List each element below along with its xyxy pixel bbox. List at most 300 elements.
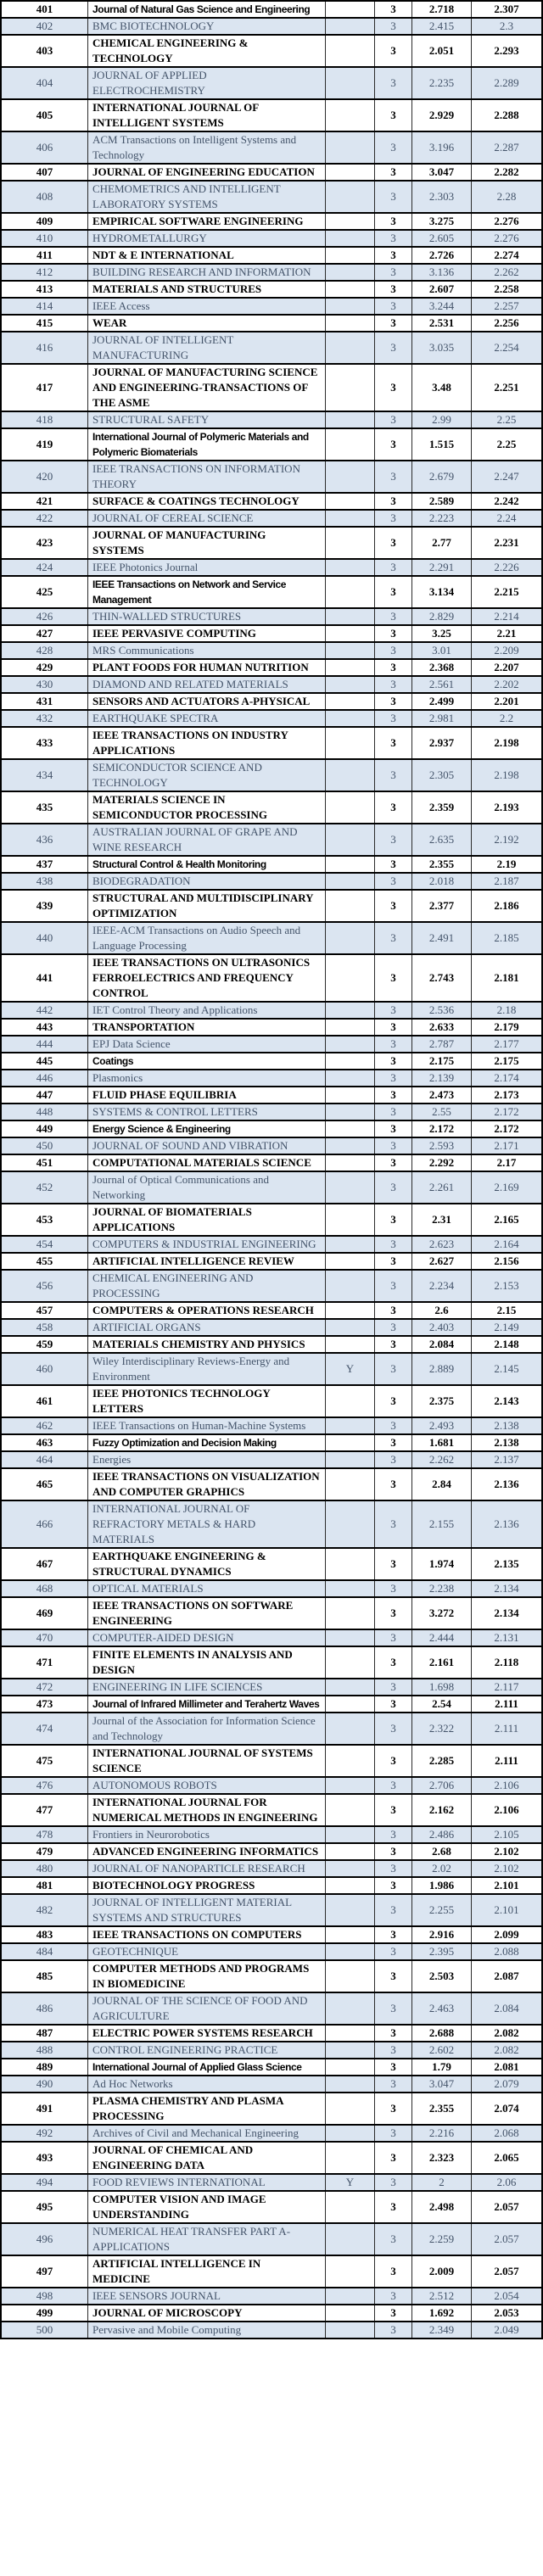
count-cell: 3 [375,1630,412,1646]
metric2-cell: 2.289 [494,76,519,89]
metric1-cell: 2.305 [412,760,472,791]
metric2-cell: 2.185 [494,931,519,944]
metric2-cell: 2.101 [494,1903,519,1916]
journal-name-cell: COMPUTERS & INDUSTRIAL ENGINEERING [88,1237,326,1252]
count-cell: 3 [375,1020,412,1035]
flag-cell [326,2305,375,2321]
count-cell: 3 [375,1861,412,1876]
count-cell: 3 [375,626,412,641]
count-cell: 3 [375,1053,412,1069]
metric2-cell: 2.156 [494,1254,519,1267]
metric2-cell: 2.053 [494,2306,519,2319]
metric1-cell: 2.531 [412,316,472,331]
metric1-cell: 2.216 [412,2126,472,2141]
table-row [2,1120,541,1138]
count-cell: 3 [375,214,412,229]
flag-cell [326,165,375,180]
rank-cell: 443 [2,1020,88,1035]
table-row [2,1252,541,1271]
journal-name-cell: International Journal of Applied Glass Science [88,2059,326,2075]
metric1-cell: 1.515 [412,429,472,460]
flag-cell [326,68,375,98]
metric2-cell: 2.138 [494,1436,519,1449]
metric2-cell: 2.054 [494,2289,519,2302]
metric2-cell: 2.138 [494,1419,519,1432]
table-row [2,1895,541,1925]
journal-name-cell: AUTONOMOUS ROBOTS [88,1778,326,1793]
flag-cell [326,1070,375,1086]
count-cell: 3 [375,694,412,709]
table-row [2,363,541,412]
flag-cell [326,1172,375,1203]
rank-cell: 429 [2,660,88,675]
count-cell: 3 [375,299,412,314]
metric2-cell: 2.186 [494,899,519,912]
count-cell: 3 [375,1679,412,1695]
flag-cell [326,299,375,314]
flag-cell [326,36,375,66]
metric2-cell: 2.17 [496,1156,517,1169]
metric2-cell: 2.049 [494,2323,519,2336]
table-row [2,1070,541,1086]
metric1-cell: 3.272 [412,1598,472,1629]
journal-name-cell: EPJ Data Science [88,1037,326,1052]
journal-name-cell: Ad Hoc Networks [88,2076,326,2092]
metric2-cell: 2.174 [494,1071,519,1084]
metric2-cell: 2.057 [494,2200,519,2213]
flag-cell [326,1003,375,1018]
rank-cell: 449 [2,1121,88,1137]
metric2-cell: 2.173 [494,1088,519,1101]
table-row [2,1433,541,1452]
journal-name-cell: ARTIFICIAL INTELLIGENCE IN MEDICINE [88,2256,326,2287]
rank-cell: 487 [2,2026,88,2041]
count-cell: 3 [375,1172,412,1203]
rank-cell: 401 [2,2,88,17]
metric1-cell: 2.486 [412,1827,472,1842]
metric1-cell: 2.175 [412,1053,472,1069]
count-cell: 3 [375,248,412,263]
rank-cell: 434 [2,760,88,791]
table-row [2,1467,541,1501]
table-row [2,889,541,923]
metric2-cell: 2.135 [494,1557,519,1570]
count-cell: 3 [375,1647,412,1678]
count-cell: 3 [375,2042,412,2058]
rank-cell: 475 [2,1746,88,1776]
journal-name-cell: BIOTECHNOLOGY PROGRESS [88,1878,326,1893]
metric2-cell: 2.136 [494,1478,519,1490]
flag-cell [326,643,375,658]
journal-name-cell: TRANSPORTATION [88,1020,326,1035]
metric2-cell: 2.214 [494,610,519,623]
table-row [2,1354,541,1384]
count-cell: 3 [375,528,412,558]
rank-cell: 424 [2,560,88,575]
metric2-cell: 2.293 [494,44,519,57]
journal-name-cell: Pervasive and Mobile Computing [88,2322,326,2338]
flag-cell [326,1713,375,1744]
metric1-cell: 2.463 [412,1993,472,2024]
count-cell: 3 [375,1469,412,1500]
metric1-cell: 3.047 [412,2076,472,2092]
journal-name-cell: MATERIALS CHEMISTRY AND PHYSICS [88,1337,326,1352]
table-row [2,0,541,19]
journal-name-cell: MATERIALS AND STRUCTURES [88,282,326,297]
count-cell: 3 [375,1778,412,1793]
rank-cell: 490 [2,2076,88,2092]
table-row [2,1778,541,1793]
flag-cell [326,1827,375,1842]
metric1-cell: 2.172 [412,1121,472,1137]
metric2-cell: 2.198 [494,768,519,781]
metric1-cell: 2.355 [412,857,472,872]
count-cell: 3 [375,824,412,855]
journal-name-cell: JOURNAL OF APPLIED ELECTROCHEMISTRY [88,68,326,98]
count-cell: 3 [375,36,412,66]
metric1-cell: 2.018 [412,874,472,889]
rank-cell: 416 [2,332,88,363]
rank-cell: 450 [2,1138,88,1154]
metric2-cell: 2.287 [494,141,519,154]
table-row [2,1547,541,1581]
count-cell: 3 [375,2126,412,2141]
metric1-cell: 2.473 [412,1087,472,1103]
count-cell: 3 [375,265,412,280]
table-row [2,1271,541,1301]
count-cell: 3 [375,891,412,921]
rank-cell: 491 [2,2093,88,2124]
metric1-cell: 2.322 [412,1713,472,1744]
count-cell: 3 [375,19,412,34]
count-cell: 3 [375,1993,412,2024]
metric2-cell: 2.153 [494,1279,519,1292]
count-cell: 3 [375,332,412,363]
rank-cell: 461 [2,1386,88,1417]
count-cell: 3 [375,1501,412,1547]
flag-cell [326,132,375,163]
rank-cell: 481 [2,1878,88,1893]
journal-name-cell: COMPUTATIONAL MATERIALS SCIENCE [88,1155,326,1171]
rank-cell: 445 [2,1053,88,1069]
metric2-cell: 2.143 [494,1394,519,1407]
table-row [2,461,541,492]
rank-cell: 451 [2,1155,88,1171]
rank-cell: 409 [2,214,88,229]
flag-cell [326,891,375,921]
metric2-cell: 2.198 [494,736,519,749]
journal-name-cell: ARTIFICIAL INTELLIGENCE REVIEW [88,1254,326,1269]
table-row [2,68,541,98]
metric1-cell: 2.161 [412,1647,472,1678]
journal-name-cell: JOURNAL OF CHEMICAL AND ENGINEERING DATA [88,2143,326,2173]
count-cell: 3 [375,365,412,411]
metric1-cell: 2.395 [412,1944,472,1959]
journal-name-cell: JOURNAL OF ENGINEERING EDUCATION [88,165,326,180]
metric2-cell: 2.137 [494,1453,519,1466]
flag-cell [326,2126,375,2141]
table-row [2,1086,541,1104]
rank-cell: 440 [2,923,88,953]
metric2-cell: 2.057 [494,2265,519,2277]
journal-name-cell: OPTICAL MATERIALS [88,1581,326,1596]
rank-cell: 495 [2,2192,88,2222]
rank-cell: 476 [2,1778,88,1793]
count-cell: 3 [375,1795,412,1825]
table-row [2,1501,541,1547]
metric1-cell: 2.889 [412,1354,472,1384]
table-row [2,677,541,692]
rank-cell: 462 [2,1418,88,1433]
table-row [2,2042,541,2058]
metric2-cell: 2.181 [494,971,519,984]
rank-cell: 463 [2,1435,88,1450]
table-row [2,575,541,609]
flag-cell [326,577,375,607]
metric2-cell: 2.171 [494,1139,519,1152]
metric2-cell: 2.082 [494,2026,519,2039]
count-cell: 3 [375,1895,412,1925]
table-row [2,526,541,560]
rank-cell: 404 [2,68,88,98]
flag-cell [326,1418,375,1433]
journal-name-cell: WEAR [88,316,326,331]
table-row [2,2126,541,2141]
count-cell: 3 [375,1303,412,1318]
flag-cell [326,2076,375,2092]
flag-cell [326,2224,375,2255]
journal-name-cell: Journal of Infrared Millimeter and Terahertz Waves [88,1696,326,1712]
table-row [2,212,541,231]
metric2-cell: 2.06 [496,2176,517,2188]
metric2-cell: 2.242 [494,495,519,507]
rank-cell: 448 [2,1104,88,1120]
flag-cell [326,494,375,509]
flag-cell [326,1778,375,1793]
table-row [2,2288,541,2304]
metric1-cell: 2.718 [412,2,472,17]
metric1-cell: 3.48 [412,365,472,411]
table-row [2,98,541,132]
rank-cell: 439 [2,891,88,921]
metric2-cell: 2.175 [494,1054,519,1067]
rank-cell: 432 [2,711,88,726]
count-cell: 3 [375,660,412,675]
count-cell: 3 [375,857,412,872]
flag-cell [326,265,375,280]
journal-name-cell: INTERNATIONAL JOURNAL OF INTELLIGENT SYSTEMS [88,100,326,131]
journal-name-cell: FOOD REVIEWS INTERNATIONAL [88,2175,326,2190]
rank-cell: 430 [2,677,88,692]
count-cell: 3 [375,874,412,889]
metric2-cell: 2.106 [494,1779,519,1791]
rank-cell: 496 [2,2224,88,2255]
journal-name-cell: BIODEGRADATION [88,874,326,889]
metric2-cell: 2.179 [494,1020,519,1033]
rank-cell: 464 [2,1452,88,1467]
rank-cell: 456 [2,1271,88,1301]
journal-name-cell: SURFACE & COATINGS TECHNOLOGY [88,494,326,509]
flag-cell [326,1795,375,1825]
flag-cell [326,1037,375,1052]
journal-name-cell: INTERNATIONAL JOURNAL OF REFRACTORY METALS & HARD MATERIALS [88,1501,326,1547]
flag-cell [326,2288,375,2304]
rank-cell: 433 [2,728,88,758]
table-row [2,791,541,824]
journal-name-cell: HYDROMETALLURGY [88,231,326,246]
metric2-cell: 2.164 [494,1238,519,1250]
metric1-cell: 3.244 [412,299,472,314]
rank-cell: 406 [2,132,88,163]
metric1-cell: 2.162 [412,1795,472,1825]
flag-cell [326,824,375,855]
rank-cell: 483 [2,1927,88,1942]
journal-name-cell: ENGINEERING IN LIFE SCIENCES [88,1679,326,1695]
table-row [2,132,541,163]
journal-name-cell: CHEMICAL ENGINEERING & TECHNOLOGY [88,36,326,66]
flag-cell [326,429,375,460]
table-row [2,1104,541,1120]
table-row [2,1596,541,1630]
count-cell: 3 [375,282,412,297]
table-row [2,1646,541,1679]
count-cell: 3 [375,1354,412,1384]
journal-name-cell: JOURNAL OF INTELLIGENT MANUFACTURING [88,332,326,363]
journal-name-cell: CHEMOMETRICS AND INTELLIGENT LABORATORY SYSTEMS [88,182,326,212]
metric1-cell: 2.223 [412,511,472,526]
count-cell: 3 [375,1087,412,1103]
count-cell: 3 [375,711,412,726]
metric2-cell: 2.288 [494,109,519,121]
flag-cell [326,955,375,1001]
table-row [2,1335,541,1354]
metric1-cell: 3.01 [412,643,472,658]
flag-cell [326,1320,375,1335]
metric1-cell: 2.359 [412,792,472,823]
count-cell: 3 [375,1386,412,1417]
metric2-cell: 2.148 [494,1338,519,1350]
count-cell: 3 [375,1138,412,1154]
journal-name-cell: IEEE TRANSACTIONS ON ULTRASONICS FERROELECTRICS AND FREQUENCY CONTROL [88,955,326,1001]
journal-name-cell: EARTHQUAKE ENGINEERING & STRUCTURAL DYNAMICS [88,1549,326,1579]
metric1-cell: 2.593 [412,1138,472,1154]
count-cell: 3 [375,1944,412,1959]
metric1-cell: 2.238 [412,1581,472,1596]
table-row [2,314,541,332]
journal-name-cell: ACM Transactions on Intelligent Systems and Technology [88,132,326,163]
metric2-cell: 2.117 [494,1680,519,1693]
rank-cell: 473 [2,1696,88,1712]
metric2-cell: 2.165 [494,1213,519,1226]
metric1-cell: 2.623 [412,1237,472,1252]
journal-name-cell: COMPUTER METHODS AND PROGRAMS IN BIOMEDICINE [88,1961,326,1992]
count-cell: 3 [375,1713,412,1744]
metric1-cell: 2.605 [412,231,472,246]
rank-cell: 411 [2,248,88,263]
table-row [2,1959,541,1993]
journal-name-cell: Coatings [88,1053,326,1069]
metric1-cell: 2.84 [412,1469,472,1500]
count-cell: 3 [375,792,412,823]
count-cell: 3 [375,1435,412,1450]
metric2-cell: 2.134 [494,1582,519,1595]
rank-cell: 466 [2,1501,88,1547]
journal-name-cell: IEEE PERVASIVE COMPUTING [88,626,326,641]
metric1-cell: 2.787 [412,1037,472,1052]
table-row [2,1861,541,1876]
flag-cell [326,231,375,246]
journal-name-cell: International Journal of Polymeric Materials and Polymeric Biomaterials [88,429,326,460]
metric1-cell: 2.262 [412,1452,472,1467]
flag-cell [326,2192,375,2222]
count-cell: 3 [375,1598,412,1629]
metric1-cell: 2.139 [412,1070,472,1086]
metric1-cell: 2.493 [412,1418,472,1433]
rank-cell: 435 [2,792,88,823]
journal-name-cell: IEEE PHOTONICS TECHNOLOGY LETTERS [88,1386,326,1417]
flag-cell [326,248,375,263]
metric1-cell: 2.255 [412,1895,472,1925]
count-cell: 3 [375,2076,412,2092]
flag-cell [326,2042,375,2058]
rank-cell: 415 [2,316,88,331]
metric1-cell: 2.561 [412,677,472,692]
flag-cell [326,1549,375,1579]
table-row [2,1695,541,1713]
table-row [2,1037,541,1052]
metric1-cell: 3.275 [412,214,472,229]
flag-cell [326,1020,375,1035]
journal-name-cell: MATERIALS SCIENCE IN SEMICONDUCTOR PROCESSING [88,792,326,823]
table-row [2,1713,541,1744]
metric1-cell: 2.499 [412,694,472,709]
metric2-cell: 2.068 [494,2126,519,2139]
metric2-cell: 2.102 [494,1862,519,1875]
metric2-cell: 2.065 [494,2151,519,2164]
table-row [2,19,541,34]
metric1-cell: 2.259 [412,2224,472,2255]
metric1-cell: 3.25 [412,626,472,641]
count-cell: 3 [375,182,412,212]
journal-name-cell: NUMERICAL HEAT TRANSFER PART A-APPLICATIONS [88,2224,326,2255]
flag-cell [326,1204,375,1235]
flag-cell [326,365,375,411]
metric1-cell: 2.444 [412,1630,472,1646]
journal-name-cell: JOURNAL OF MANUFACTURING SYSTEMS [88,528,326,558]
table-row [2,427,541,461]
count-cell: 3 [375,2175,412,2190]
metric1-cell: 2.368 [412,660,472,675]
metric2-cell: 2.282 [494,165,519,178]
table-row [2,1138,541,1154]
count-cell: 3 [375,1844,412,1859]
flag-cell [326,1138,375,1154]
table-row [2,1630,541,1646]
count-cell: 3 [375,1827,412,1842]
table-row [2,643,541,658]
table-row [2,299,541,314]
flag-cell [326,694,375,709]
metric1-cell: 2.589 [412,494,472,509]
flag-cell [326,923,375,953]
flag-cell [326,1993,375,2024]
count-cell: 3 [375,1696,412,1712]
journal-name-cell: Energy Science & Engineering [88,1121,326,1137]
table-row [2,1842,541,1861]
rank-cell: 488 [2,2042,88,2058]
journal-name-cell: ADVANCED ENGINEERING INFORMATICS [88,1844,326,1859]
metric2-cell: 2.111 [495,1754,518,1767]
